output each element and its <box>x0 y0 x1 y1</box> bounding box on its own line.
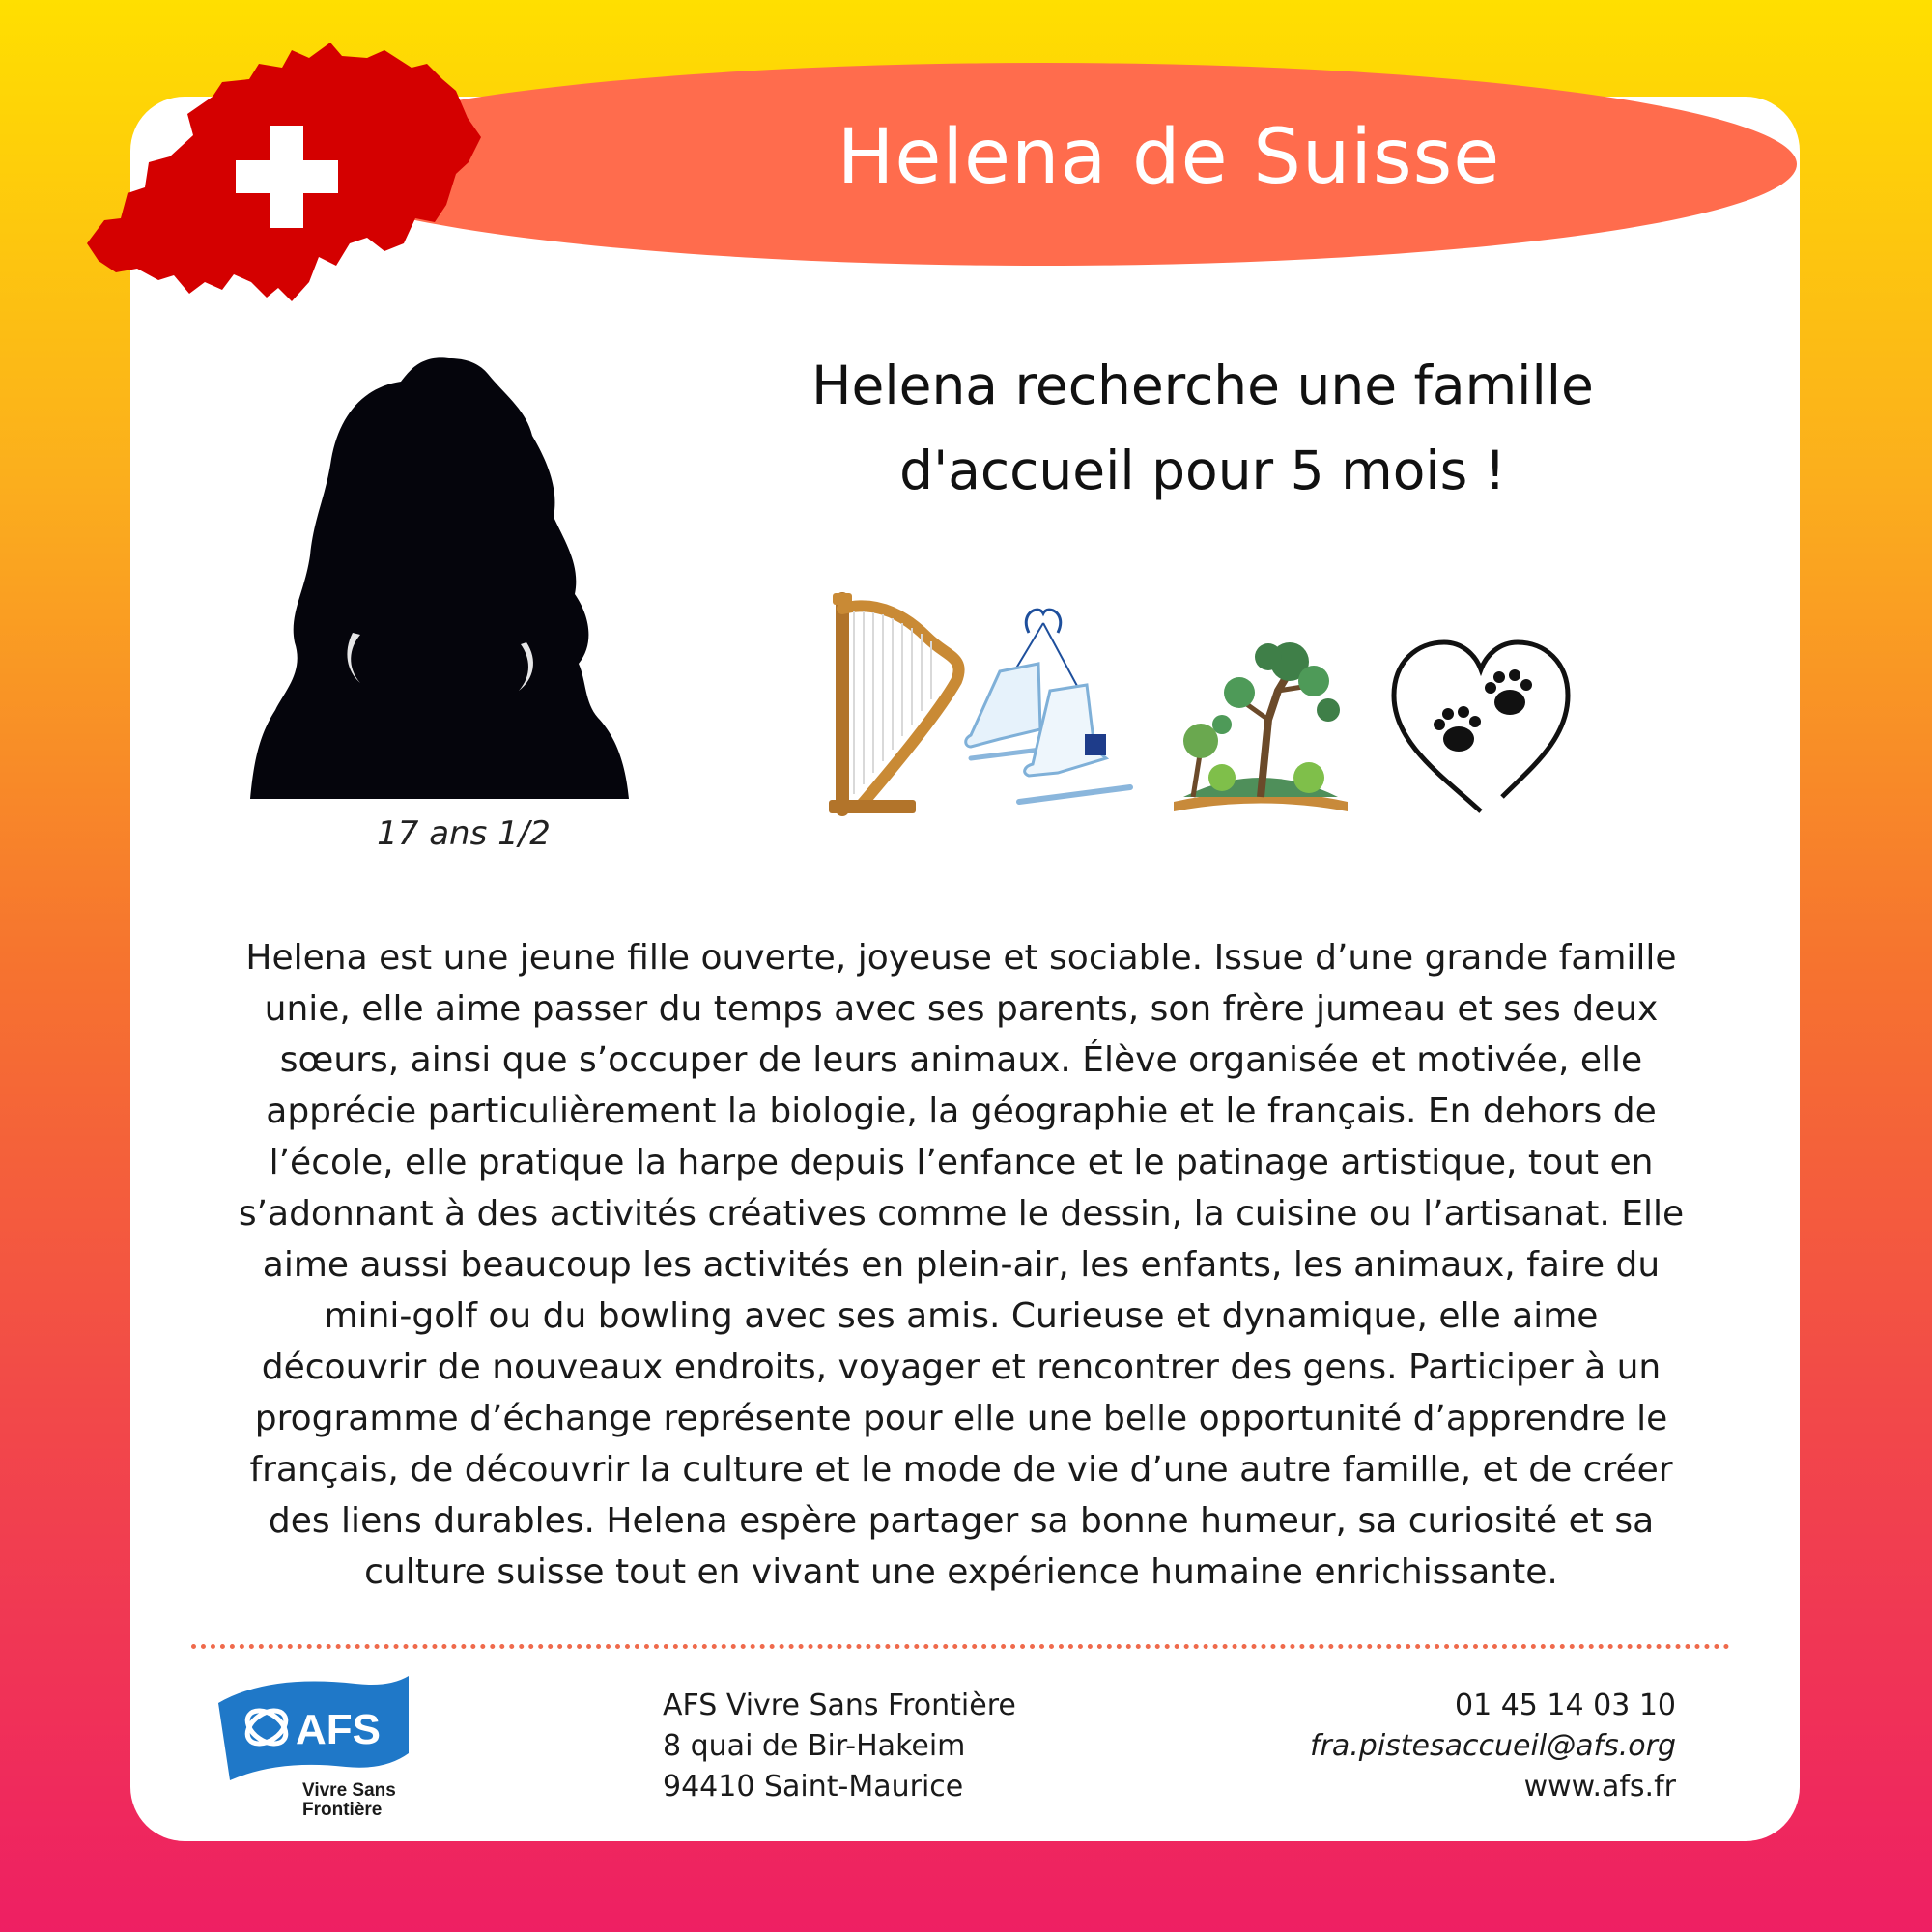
address-line: 8 quai de Bir-Hakeim <box>663 1729 966 1763</box>
email-link[interactable]: fra.pistesaccueil@afs.org <box>1309 1729 1676 1763</box>
headline-line: d'accueil pour 5 mois ! <box>899 440 1506 501</box>
phone-number: 01 45 14 03 10 <box>1454 1689 1676 1722</box>
headline-line: Helena recherche une famille <box>811 355 1594 416</box>
address-line: 94410 Saint-Maurice <box>663 1770 964 1804</box>
description-line: apprécie particulièrement la biologie, la géographie et le français. En dehors de <box>266 1092 1657 1131</box>
footer-contact <box>1169 1686 1676 1807</box>
harp-icon <box>821 589 966 816</box>
logo-tagline: Vivre Sans <box>302 1780 396 1801</box>
paw-heart-icon <box>1386 633 1575 816</box>
description-line: mini-golf ou du bowling avec ses amis. Curieuse et dynamique, elle aime <box>324 1296 1599 1336</box>
address-line: AFS Vivre Sans Frontière <box>663 1689 1016 1722</box>
website-link[interactable]: www.afs.fr <box>1523 1770 1676 1804</box>
page-title: Helena de Suisse <box>837 114 1501 201</box>
profile-description <box>188 932 1734 1598</box>
age-label: 17 ans 1/2 <box>377 814 551 853</box>
description-line: sœurs, ainsi que s’occuper de leurs animaux. Élève organisée et motivée, elle <box>279 1040 1643 1080</box>
description-line: unie, elle aime passer du temps avec ses parents, son frère jumeau et ses deux <box>264 989 1659 1029</box>
footer-address <box>663 1686 1165 1807</box>
description-line: aime aussi beaucoup les activités en plein-air, les enfants, les animaux, faire du <box>262 1245 1661 1285</box>
description-line: l’école, elle pratique la harpe depuis l’enfance et le patinage artistique, tout en <box>269 1143 1654 1182</box>
footer-divider <box>191 1644 1730 1649</box>
description-line: s’adonnant à des activités créatives comme le dessin, la cuisine ou l’artisanat. Elle <box>238 1194 1685 1234</box>
profile-silhouette <box>246 353 633 807</box>
description-line: des liens durables. Helena espère partager sa bonne humeur, sa curiosité et sa <box>268 1501 1655 1541</box>
logo-brand: AFS <box>296 1706 381 1753</box>
afs-logo <box>211 1674 418 1819</box>
ice-skates-icon <box>961 604 1145 816</box>
headline <box>676 343 1729 513</box>
description-line: Helena est une jeune fille ouverte, joyeuse et sociable. Issue d’une grande famille <box>245 938 1677 978</box>
description-line: programme d’échange représente pour elle une belle opportunité d’apprendre le <box>254 1399 1668 1438</box>
description-line: culture suisse tout en vivant une expérience humaine enrichissante. <box>364 1552 1558 1592</box>
switzerland-flag-map-icon <box>77 29 493 309</box>
nature-book-icon <box>1164 633 1357 816</box>
description-line: français, de découvrir la culture et le mode de vie d’une autre famille, et de créer <box>249 1450 1673 1490</box>
logo-tagline: Frontière <box>302 1800 383 1819</box>
description-line: découvrir de nouveaux endroits, voyager et rencontrer des gens. Participer à un <box>261 1348 1662 1387</box>
